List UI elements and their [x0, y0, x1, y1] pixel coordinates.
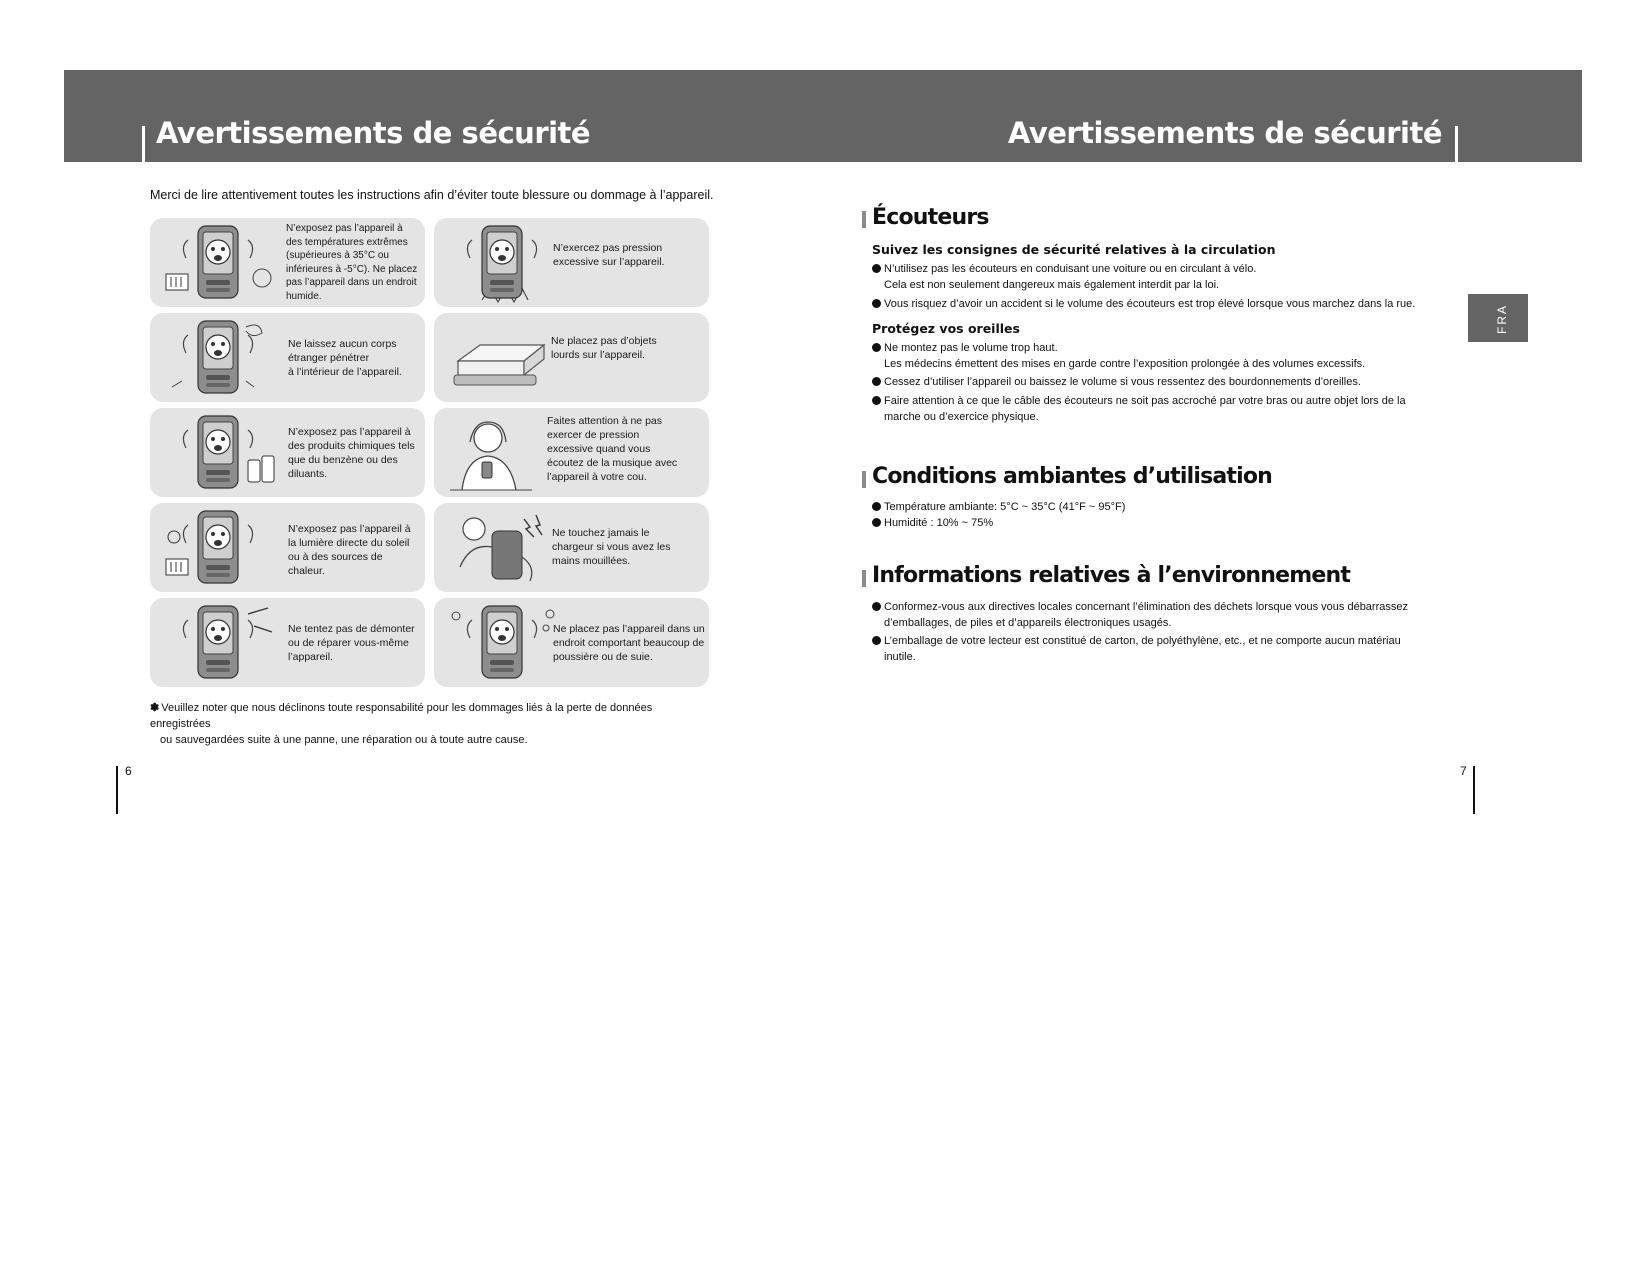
language-tab	[1468, 294, 1528, 342]
warning-card-line: ou à des sources de	[288, 551, 383, 563]
page-number-right: 7	[1460, 764, 1467, 778]
bullet-text-cont: Cela est non seulement dangereux mais également interdit par la loi.	[884, 279, 1220, 291]
warning-card-line: Ne placez pas d’objets	[551, 335, 657, 347]
bullet-text-cont: inutile.	[884, 651, 916, 663]
warning-card-line: excessive sur l’appareil.	[553, 256, 665, 268]
bullet-item	[872, 599, 1408, 631]
warning-card-line: ou de réparer vous-même	[288, 637, 409, 649]
bullet-icon	[872, 602, 881, 611]
section-title-conditions: Conditions ambiantes d’utilisation	[872, 464, 1273, 489]
warning-card-line: chaleur.	[288, 565, 325, 577]
page-title-left: Avertissements de sécurité	[156, 116, 591, 150]
warning-card-sunlight	[150, 503, 425, 592]
bullet-text: Température ambiante: 5°C ~ 35°C (41°F ~ 95°F)	[884, 501, 1126, 513]
disclaimer-footnote	[150, 700, 710, 748]
warning-card-pressure	[434, 218, 709, 307]
bullet-item	[872, 633, 1401, 665]
warning-card-text	[553, 241, 664, 269]
section-title-ecouteurs: Écouteurs	[872, 205, 989, 230]
warning-card-text	[286, 222, 417, 303]
bullet-icon	[872, 264, 881, 273]
warning-card-text	[288, 522, 411, 578]
bullet-item	[872, 374, 1361, 390]
warning-card-line: N’exposez pas l’appareil à	[288, 523, 411, 535]
heavy-object-illustration-icon	[440, 317, 566, 398]
warning-card-line: l’appareil.	[288, 651, 333, 663]
warning-card-line: inférieures à -5°C). Ne placez	[286, 263, 418, 275]
bullet-text-cont: Les médecins émettent des mises en garde contre l’exposition prolongée à des volumes excessifs.	[884, 358, 1366, 370]
bullet-text: Faire attention à ce que le câble des écouteurs ne soit pas accroché par votre bras ou autre objet lors de la	[884, 395, 1406, 407]
section-title-environnement: Informations relatives à l’environnement	[872, 563, 1351, 588]
title-accent-bar-right	[1455, 126, 1458, 162]
warning-card-line: lourds sur l’appareil.	[551, 349, 645, 361]
warning-card-chemicals	[150, 408, 425, 497]
warning-card-heavy-object	[434, 313, 709, 402]
bullet-item	[872, 499, 1125, 515]
bullet-text: Humidité : 10% ~ 75%	[884, 517, 994, 529]
bullet-text-cont: d’emballages, de piles et d’appareils électroniques usagés.	[884, 617, 1172, 629]
bullet-item	[872, 393, 1406, 425]
bullet-item	[872, 340, 1365, 372]
warning-card-line: la lumière directe du soleil	[288, 537, 410, 549]
warning-card-line: diluants.	[288, 468, 328, 480]
warning-card-line: excessive quand vous	[547, 443, 651, 455]
bullet-icon	[872, 518, 881, 527]
bullet-icon	[872, 377, 881, 386]
warning-card-line: Ne laissez aucun corps	[288, 338, 397, 350]
bullet-text: Conformez-vous aux directives locales concernant l’élimination des déchets lorsque vous vous débarrassez	[884, 601, 1408, 613]
warning-card-line: exercer de pression	[547, 429, 640, 441]
subheading-oreilles: Protégez vos oreilles	[872, 321, 1020, 336]
warning-card-wet-hands	[434, 503, 709, 592]
warning-card-line: que du benzène ou des	[288, 454, 398, 466]
page-title-right: Avertissements de sécurité	[1007, 116, 1442, 150]
intro-text: Merci de lire attentivement toutes les instructions afin d’éviter toute blessure ou dommage à l’appareil.	[150, 188, 714, 202]
subheading-circulation: Suivez les consignes de sécurité relatives à la circulation	[872, 242, 1276, 257]
warning-card-line: pas l’appareil dans un endroit	[286, 277, 417, 288]
title-accent-bar-left	[142, 126, 145, 162]
warning-card-line: Faites attention à ne pas	[547, 415, 662, 427]
warning-card-text	[288, 337, 402, 379]
warning-card-text	[552, 526, 670, 568]
wet-hands-illustration-icon	[440, 507, 566, 588]
bullet-text: Cessez d’utiliser l’appareil ou baissez le volume si vous ressentez des bourdonnements d’oreilles.	[884, 376, 1361, 388]
chemicals-illustration-icon	[156, 412, 282, 493]
disassembly-illustration-icon	[156, 602, 282, 683]
warning-card-line: l’appareil à votre cou.	[547, 471, 647, 483]
page-rule-left	[116, 766, 118, 814]
warning-card-text	[547, 414, 677, 484]
page-number-left: 6	[125, 764, 132, 778]
warning-card-line: N’exercez pas pression	[553, 242, 663, 254]
footnote-line-1: Veuillez noter que nous déclinons toute responsabilité pour les dommages liés à la perte de données enregistrées	[150, 702, 653, 730]
warning-card-line: écoutez de la musique avec	[547, 457, 678, 469]
warning-card-line: étranger pénétrer	[288, 352, 370, 364]
page-rule-right	[1473, 766, 1475, 814]
warning-card-line: Ne tentez pas de démonter	[288, 623, 415, 635]
bullet-text: L’emballage de votre lecteur est constitué de carton, de polyéthylène, etc., et ne comporte aucun matériau	[884, 635, 1401, 647]
warning-card-text	[551, 334, 657, 362]
warning-card-line: N’exposez pas l’appareil à	[286, 223, 403, 234]
warning-card-dust	[434, 598, 709, 687]
bullet-icon	[872, 343, 881, 352]
bullet-text: Ne montez pas le volume trop haut.	[884, 342, 1058, 354]
bullet-text: N’utilisez pas les écouteurs en conduisant une voiture ou en circulant à vélo.	[884, 263, 1257, 275]
bullet-item	[872, 296, 1415, 312]
warning-card-line: poussière ou de suie.	[553, 651, 653, 663]
warning-card-text	[288, 425, 415, 481]
sunlight-illustration-icon	[156, 507, 282, 588]
bullet-icon	[872, 396, 881, 405]
bullet-item	[872, 261, 1256, 293]
warning-card-line: Ne placez pas l’appareil dans un	[553, 623, 705, 635]
warning-card-text	[553, 622, 705, 664]
warning-card-disassembly	[150, 598, 425, 687]
warning-card-line: des produits chimiques tels	[288, 440, 415, 452]
warning-card-line: endroit comportant beaucoup de	[553, 637, 705, 649]
warning-card-text	[288, 622, 415, 664]
footnote-line-2: ou sauvegardées suite à une panne, une réparation ou à toute autre cause.	[160, 734, 528, 746]
section-marker-icon	[862, 570, 866, 587]
section-marker-icon	[862, 211, 866, 228]
bullet-item	[872, 515, 993, 531]
pressure-illustration-icon	[440, 222, 566, 303]
foreign-object-illustration-icon	[156, 317, 282, 398]
bullet-text: Vous risquez d’avoir un accident si le volume des écouteurs est trop élevé lorsque vous marchez dans la rue.	[884, 298, 1416, 310]
bullet-icon	[872, 502, 881, 511]
dust-illustration-icon	[440, 602, 566, 683]
warning-card-line: N’exposez pas l’appareil à	[288, 426, 411, 438]
warning-card-line: à l’intérieur de l’appareil.	[288, 366, 402, 378]
bullet-icon	[872, 636, 881, 645]
bullet-text-cont: marche ou d’exercice physique.	[884, 411, 1039, 423]
warning-card-temperature	[150, 218, 425, 307]
warning-card-line: mains mouillées.	[552, 555, 631, 567]
temperature-illustration-icon	[156, 222, 282, 303]
warning-card-line: Ne touchez jamais le	[552, 527, 650, 539]
section-marker-icon	[862, 471, 866, 488]
warning-card-line: humide.	[286, 290, 322, 302]
bullet-icon	[872, 299, 881, 308]
warning-card-line: (supérieures à 35°C ou	[286, 250, 389, 261]
warning-card-neck-pressure	[434, 408, 709, 497]
warning-card-line: chargeur si vous avez les	[552, 541, 671, 553]
warning-card-line: des températures extrêmes	[286, 236, 408, 248]
asterisk-icon: ✽	[150, 702, 160, 714]
warning-card-foreign-object	[150, 313, 425, 402]
language-tab-label: FRA	[1495, 304, 1509, 334]
